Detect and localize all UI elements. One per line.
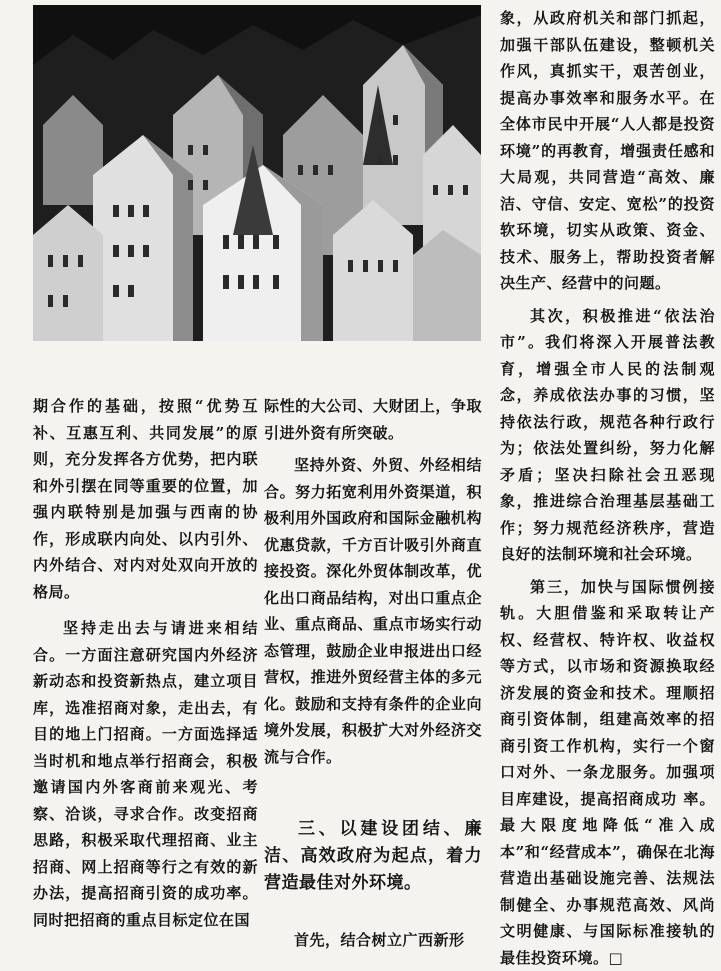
photo-icon: [33, 5, 481, 341]
column-left: [33, 393, 258, 933]
paragraph-rule-of-law: 其次，积极推进“依法治市”。我们将深入开展普法教育，增强全市人民的法制观念，养成依法办事的习惯，坚持依法行政，规范各种行政行为；依法处置纠纷，努力化解矛盾；坚决扫除社会丑恶现象，推进综合治理基层基础工作；努力规范经济秩序，营造良好的法制环境和社会环境。: [500, 303, 715, 568]
paragraph-government-image: 象，从政府机关和部门抓起，加强干部队伍建设，整顿机关作风，真抓实干，艰苦创业，提高办事效率和服务水平。在全体市民中开展“人人都是投资环境”的再教育，增强责任感和大局观，共同营造“高效、廉洁、守信、安定、宽松”的投资软环境，切实从政策、资金、技术、服务上，帮助投资者解决生产、经营中的问题。: [500, 5, 715, 297]
paragraph-major-companies: 际性的大公司、大财团上，争取引进外资有所突破。: [264, 393, 482, 446]
paragraph-foreign-trade: 坚持外资、外贸、外经相结合。努力拓宽利用外资渠道，积极利用外国政府和国际金融机构优惠贷款，千方百计吸引外商直接投资。深化外贸体制改革，优化出口商品结构，对出口重点企业、重点商品、重点市场实行动态管理，鼓励企业申报进出口经营权，推进外贸经营主体的多元化。鼓励和支持有条件的企业向境外发展，积极扩大对外经济交流与合作。: [264, 452, 482, 770]
section-heading-three: 三、以建设团结、廉洁、高效政府为起点，着力营造最佳对外环境。: [264, 816, 482, 897]
paragraph-cooperation: 期合作的基础，按照“优势互补、互惠互利、共同发展”的原则，充分发挥各方优势，把内联和外引摆在同等重要的位置，加强内联特别是加强与西南的协作，形成联内向处、以内引外、内外结合、对内对处双向开放的格局。: [33, 393, 258, 605]
paragraph-go-out-invite-in: 坚持走出去与请进来相结合。一方面注意研究国内外经济新动态和投资新热点，建立项目库，选准招商对象，走出去，有目的地上门招商。一方面选择适当时机和地点举行招商会，积极邀请国内外客商前来观光、考察、洽谈，寻求合作。改变招商思路，积极采取代理招商、业主招商、网上招商等行之有效的新办法，提高招商引资的成功率。同时把招商的重点目标定位在国: [33, 615, 258, 933]
paragraph-international-practice: 第三，加快与国际惯例接轨。大胆借鉴和采取转让产权、经营权、特许权、收益权等方式，以市场和资源换取经济发展的资金和技术。理顺招商引资体制，组建高效率的招商引资工作机构，实行一个窗口对外、一条龙服务。加强项目库建设，提高招商成功 率。最大限度地降低“准入成本”和“经营成本”，确保在北海营造出基础设施完善、法规法制健全、办事规范高效、风尚文明健康、与国际标准接轨的最佳投资环境。□: [500, 574, 715, 971]
paragraph-first: 首先，结合树立广西新形: [264, 927, 482, 954]
city-buildings-photo: [33, 5, 481, 341]
column-middle: [264, 393, 482, 954]
column-right: [500, 5, 715, 971]
